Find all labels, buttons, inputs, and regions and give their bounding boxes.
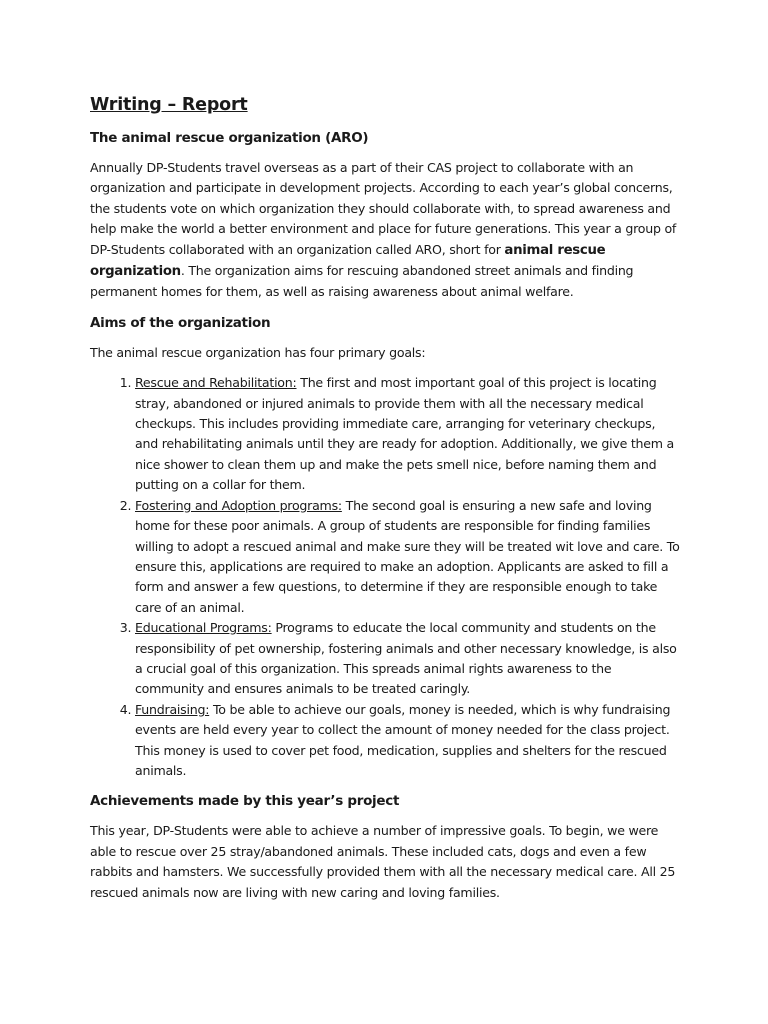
goal-text: The first and most important goal of this project is locating stray, abandoned or injured animals to provide them with all the necessary medical checkups. This includes providing immediate care, arranging for veterinary checkups, and rehabilitating animals until they are ready for adoption. Additionally, we give them a nice shower to clean them up and make the pets smell nice, before naming them and putting on a collar for them. [135,375,675,493]
goals-list [90,373,680,781]
goal-text: The second goal is ensuring a new safe and loving home for these poor animals. A group of students are responsible for finding families willing to adopt a rescued animal and make sure they will be treated wit love and care. To ensure this, applications are required to make an adoption. Applicants are asked to fill a form and answer a few questions, to determine if they are responsible enough to take care of an animal. [135,497,680,615]
achievements-paragraph: This year, DP-Students were able to achieve a number of impressive goals. To begin, we were able to rescue over 25 stray/abandoned animals. These included cats, dogs and even a few rabbits and hamsters. We successfully provided them with all the necessary medical care. All 25 rescued animals now are living with new caring and loving families. [90,823,676,900]
section-heading-aims: Aims of the organization [90,314,271,331]
goal-term: Fostering and Adoption programs: [135,497,342,513]
goal-item-fostering [135,496,680,618]
goal-text: Programs to educate the local community and students on the responsibility of pet ownership, fostering animals and other necessary knowledge, is also a crucial goal of this organization. This spreads animal rights awareness to the community and ensures animals to be treated caringly. [135,620,677,697]
aims-intro: The animal rescue organization has four primary goals: [90,344,426,360]
goal-term: Educational Programs: [135,620,272,636]
goal-term: Rescue and Rehabilitation: [135,375,297,391]
goal-item-rescue [135,373,680,495]
intro-text-end: . The organization aims for rescuing abandoned street animals and finding permanent homes for them, as well as raising awareness about animal welfare. [90,263,634,300]
intro-bold-term: animal rescue organization [90,242,606,280]
section-heading-achievements: Achievements made by this year’s project [90,793,400,810]
goal-term: Fundraising: [135,701,210,717]
goal-text: To be able to achieve our goals, money is needed, which is why fundraising events are held every year to collect the amount of money needed for the class project. This money is used to cover pet food, medication, supplies and shelters for the rescued animals. [135,701,671,778]
goal-item-fundraising [135,700,680,782]
intro-paragraph [90,158,680,303]
goal-item-educational [135,618,680,700]
section-heading-aro: The animal rescue organization (ARO) [90,130,369,146]
document-title: Writing – Report [90,95,248,115]
intro-text-start: Annually DP-Students travel overseas as a part of their CAS project to collaborate with an organization and participate in development projects. According to each year’s global concerns, the students vote on which organization they should collaborate with, to spread awareness and help make the world a better environment and place for future generations. This year a group of DP-Students collaborated with an organization called ARO, short for [90,160,677,257]
document-page [90,92,680,913]
